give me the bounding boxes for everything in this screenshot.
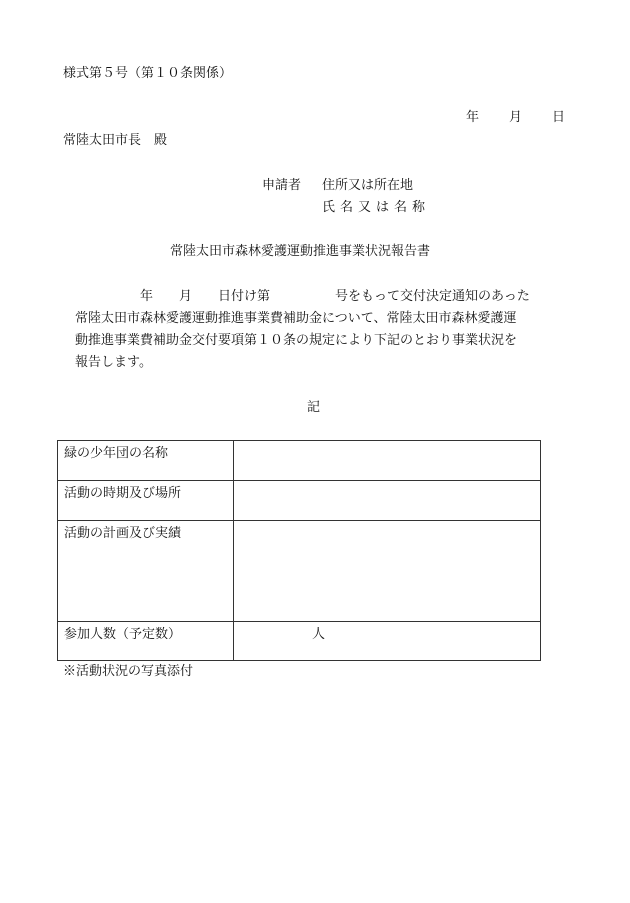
- body-paragraph: [75, 286, 575, 374]
- table-row: [58, 441, 541, 481]
- body-line: 年 月 日付け第 号をもって交付決定通知のあった: [75, 289, 530, 304]
- body-line: 動推進事業費補助金交付要項第１０条の規定により下記のとおり事業状況を: [75, 333, 518, 348]
- table-row: [58, 622, 541, 661]
- name-label: 氏名又は名称: [322, 200, 431, 215]
- row-value[interactable]: [234, 521, 541, 622]
- table-row: [58, 481, 541, 521]
- row-label: 活動の計画及び実績: [58, 521, 234, 622]
- row-label: 活動の時期及び場所: [58, 481, 234, 521]
- document-title: 常陸太田市森林愛護運動推進事業状況報告書: [170, 244, 431, 259]
- addressee: 常陸太田市長 殿: [63, 133, 168, 148]
- form-number: 様式第５号（第１０条関係）: [63, 66, 233, 81]
- photo-note: ※活動状況の写真添付: [63, 664, 194, 679]
- row-value-participants[interactable]: 人: [234, 622, 541, 661]
- row-label: 緑の少年団の名称: [58, 441, 234, 481]
- date-month-label: 月: [509, 110, 523, 125]
- row-value[interactable]: [234, 481, 541, 521]
- address-label: 住所又は所在地: [322, 178, 414, 193]
- date-year-label: 年: [466, 110, 480, 125]
- report-table: [57, 440, 541, 661]
- ki-heading: 記: [307, 400, 321, 415]
- body-line: 常陸太田市森林愛護運動推進事業費補助金について、常陸太田市森林愛護運: [75, 311, 517, 326]
- applicant-label: 申請者: [262, 178, 302, 193]
- body-line: 報告します。: [75, 355, 152, 370]
- table-row: [58, 521, 541, 622]
- row-value[interactable]: [234, 441, 541, 481]
- row-label: 参加人数（予定数）: [58, 622, 234, 661]
- date-line: [466, 110, 565, 126]
- date-day-label: 日: [552, 110, 566, 125]
